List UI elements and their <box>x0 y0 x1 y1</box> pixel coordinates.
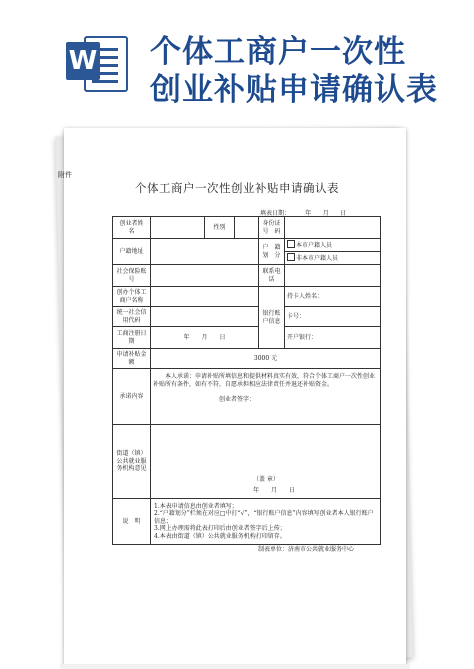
option-nonlocal-hukou[interactable] <box>285 252 381 265</box>
signer-line[interactable] <box>153 396 378 404</box>
field-card-number[interactable] <box>285 307 381 327</box>
field-street-review[interactable] <box>151 425 381 499</box>
label-bank-info: 银行账户信息 <box>259 287 285 349</box>
field-hukou-address[interactable] <box>151 239 259 265</box>
promise-text: 本人承诺：申请补贴所填信息和提供材料真实有效，符合个体工商户一次性创业补贴所有条件，如有不符，自愿承担相应法律责任并退还补贴资金。 <box>153 373 376 388</box>
label-social-security: 社会保险账 号 <box>113 265 151 287</box>
note-item: 3.网上办理需将此表打印后由创业者签字后上传； <box>154 525 286 533</box>
label-hukou-type: 户 籍划 分 <box>259 239 285 265</box>
issuer-footer: 制表单位：济南市公共就业服务中心 <box>258 546 355 553</box>
label-notes: 说 明 <box>113 499 151 545</box>
cardholder-label: 持卡人姓名： <box>287 292 324 300</box>
note-item: 1.本表申请信息由创业者填写； <box>154 502 238 510</box>
subsidy-amount-value: 3000 元 <box>151 349 381 369</box>
checkbox-icon[interactable] <box>287 240 295 248</box>
stamp-label: （盖 章） <box>253 476 279 483</box>
banner-title-line1: 个体工商户一次性 <box>150 34 406 70</box>
signer-label: 创业者签字： <box>219 396 256 403</box>
label-subsidy-amount: 申请补贴金 额 <box>113 349 151 369</box>
banner <box>0 0 474 112</box>
field-gender[interactable] <box>235 217 259 239</box>
note-item: 2.“户籍划分”栏须在对应□中打“√”，“银行账户信息”内容填写创业者本人银行账户信息； <box>154 510 374 525</box>
form-title: 个体工商户一次性创业补贴申请确认表 <box>135 181 339 195</box>
label-gender: 性别 <box>205 217 235 239</box>
field-applicant-name[interactable] <box>151 217 205 239</box>
field-registration-date[interactable]: 年 月 日 <box>151 327 259 349</box>
label-business-name: 创办个体工商户名称 <box>113 287 151 307</box>
field-id-number[interactable] <box>285 217 381 239</box>
label-credit-code: 统一社会信用代码 <box>113 307 151 327</box>
banner-title-line2: 创业补贴申请确认表 <box>150 72 438 108</box>
label-applicant-name: 创业者姓 名 <box>113 217 151 239</box>
field-business-name[interactable] <box>151 287 259 307</box>
label-id-number: 身份证号 码 <box>259 217 285 239</box>
bank-name-label: 开户银行： <box>287 333 318 341</box>
label-hukou-address: 户籍地址 <box>113 239 151 265</box>
field-cardholder[interactable] <box>285 287 381 307</box>
label-phone: 联系电话 <box>259 265 285 287</box>
note-item: 4.本表由街道（镇）公共就业服务机构打印留存。 <box>154 532 286 540</box>
word-letter-tile: W <box>66 42 100 80</box>
fill-date: 填表日期： 年 月 日 <box>260 210 347 217</box>
field-phone[interactable] <box>285 265 381 287</box>
option-local-label: 本市户籍人员 <box>296 242 333 250</box>
label-street-review: 街道（镇）公共就业服务机构意见 <box>113 425 151 499</box>
stamp-date: 年 月 日 <box>253 486 296 494</box>
field-credit-code[interactable] <box>151 307 259 327</box>
word-icon <box>62 30 130 94</box>
field-social-security[interactable] <box>151 265 259 287</box>
card-number-label: 卡号： <box>287 312 306 320</box>
attachment-label: 附件 <box>58 171 72 179</box>
label-registration-date: 工商注册日期 <box>113 327 151 349</box>
page-bottom-shadow <box>60 664 410 669</box>
option-nonlocal-label: 非本市户籍人员 <box>296 255 339 263</box>
application-form-table <box>112 216 381 545</box>
field-bank-name[interactable] <box>285 327 381 349</box>
checkbox-icon[interactable] <box>287 253 295 261</box>
option-local-hukou[interactable] <box>285 239 381 252</box>
label-promise: 承诺内容 <box>113 369 151 425</box>
